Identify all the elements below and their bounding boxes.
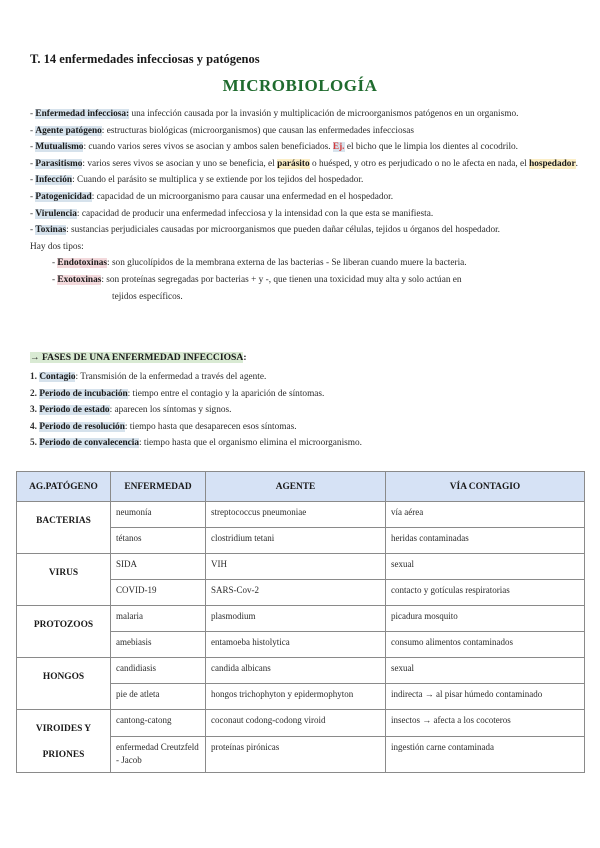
table-cell: streptococcus pneumoniae bbox=[206, 502, 386, 528]
definition-item: - Virulencia: capacidad de producir una enfermedad infecciosa y la intensidad con la que esta se manifiesta. bbox=[30, 208, 434, 219]
table-cell: sexual bbox=[386, 658, 585, 684]
definition-term: Patogenicidad bbox=[35, 191, 92, 202]
table-cell: plasmodium bbox=[206, 606, 386, 632]
table-cell: enfermedad Creutzfeld - Jacob bbox=[111, 736, 206, 772]
table-row bbox=[17, 554, 585, 580]
phase-item: 5. Periodo de convalecencia: tiempo hasta que el organismo elimina el microorganismo. bbox=[30, 438, 362, 449]
table-cell: candidiasis bbox=[111, 658, 206, 684]
table-cell: proteínas pirónicas bbox=[206, 736, 386, 772]
group-label: BACTERIAS bbox=[17, 502, 111, 554]
table-cell: heridas contaminadas bbox=[386, 528, 585, 554]
phase-item: 2. Periodo de incubación: tiempo entre el contagio y la aparición de síntomas. bbox=[30, 388, 325, 399]
table-cell: VIH bbox=[206, 554, 386, 580]
definition-term: Infección bbox=[35, 175, 73, 186]
definition-item: - Parasitismo: varios seres vivos se asocian y uno se beneficia, el parásito o huésped, y otro es perjudicado o no le afecta en nada, el hospedador. bbox=[30, 158, 578, 169]
definition-term: Agente patógeno bbox=[35, 125, 102, 136]
table-cell: SIDA bbox=[111, 554, 206, 580]
types-intro: Hay dos tipos: bbox=[30, 241, 84, 252]
table-header-row bbox=[17, 472, 585, 502]
table-cell: sexual bbox=[386, 554, 585, 580]
table-cell: vía aérea bbox=[386, 502, 585, 528]
definition-item: - Mutualismo: cuando varios seres vivos se asocian y ambos salen beneficiados. Ej. el bicho que le limpia los dientes al cocodrilo. bbox=[30, 142, 518, 153]
table-row bbox=[17, 502, 585, 528]
table-cell: consumo alimentos contaminados bbox=[386, 632, 585, 658]
table-cell: COVID-19 bbox=[111, 580, 206, 606]
phase-term: Periodo de estado bbox=[39, 405, 110, 416]
toxin-type-item: - Exotoxinas: son proteínas segregadas por bacterias + y -, que tienen una toxicidad muy alta y solo actúan en bbox=[52, 274, 462, 285]
definition-item: - Infección: Cuando el parásito se multiplica y se extiende por los tejidos del hospedador. bbox=[30, 175, 364, 186]
definition-item: - Agente patógeno: estructuras biológicas (microorganismos) que causan las enfermedades infecciosas bbox=[30, 125, 414, 136]
phases-list bbox=[30, 369, 578, 452]
group-label: VIRUS bbox=[17, 554, 111, 606]
phase-term: Periodo de incubación bbox=[39, 388, 128, 399]
document-title: T. 14 enfermedades infecciosas y patógenos bbox=[30, 52, 260, 66]
table-cell: hongos trichophyton y epidermophyton bbox=[206, 684, 386, 710]
table-cell: entamoeba histolytica bbox=[206, 632, 386, 658]
header-transmission: VÍA CONTAGIO bbox=[386, 472, 585, 502]
phases-heading: → FASES DE UNA ENFERMEDAD INFECCIOSA: bbox=[30, 352, 247, 363]
phase-term: Periodo de resolución bbox=[39, 421, 125, 432]
toxin-term: Endotoxinas bbox=[57, 258, 108, 269]
table-cell: neumonía bbox=[111, 502, 206, 528]
table-cell: clostridium tetani bbox=[206, 528, 386, 554]
table-cell: tétanos bbox=[111, 528, 206, 554]
phase-term: Contagio bbox=[39, 372, 76, 382]
table-cell: picadura mosquito bbox=[386, 606, 585, 632]
toxin-term: Exotoxinas bbox=[57, 274, 102, 285]
table-cell: candida albicans bbox=[206, 658, 386, 684]
definition-term: Enfermedad infecciosa: bbox=[35, 109, 130, 119]
table-cell: ingestión carne contaminada bbox=[386, 736, 585, 772]
table-cell: insectos → afecta a los cocoteros bbox=[386, 710, 585, 737]
phase-item: 4. Periodo de resolución: tiempo hasta que desaparecen esos síntomas. bbox=[30, 421, 297, 432]
table-cell: coconaut codong-codong viroid bbox=[206, 710, 386, 737]
table-cell: indirecta → al pisar húmedo contaminado bbox=[386, 684, 585, 710]
definitions-section bbox=[30, 106, 578, 305]
phase-item: 3. Periodo de estado: aparecen los síntomas y signos. bbox=[30, 405, 232, 416]
group-label: HONGOS bbox=[17, 658, 111, 710]
table-cell: contacto y gotículas respiratorias bbox=[386, 580, 585, 606]
toxin-type-item: - Endotoxinas: son glucolípidos de la membrana externa de las bacterias - Se liberan cuando muere la bacteria. bbox=[52, 258, 467, 269]
definition-term: Toxinas bbox=[35, 225, 67, 236]
parasite-term: parásito bbox=[277, 158, 310, 169]
table-cell: amebiasis bbox=[111, 632, 206, 658]
table-row bbox=[17, 606, 585, 632]
table-cell: malaria bbox=[111, 606, 206, 632]
definition-term: Parasitismo bbox=[35, 158, 83, 169]
table-cell: pie de atleta bbox=[111, 684, 206, 710]
pathogens-table bbox=[16, 471, 585, 773]
definition-term: Mutualismo bbox=[35, 142, 84, 153]
example-label: Ej. bbox=[332, 142, 345, 153]
definition-item: - Toxinas: sustancias perjudiciales causadas por microorganismos que pueden dañar células, tejidos u órganos del hospedador. bbox=[30, 225, 501, 236]
definition-item: - Patogenicidad: capacidad de un microorganismo para causar una enfermedad en el hospedador. bbox=[30, 191, 394, 202]
header-disease: ENFERMEDAD bbox=[111, 472, 206, 502]
definition-item: - Enfermedad infecciosa: una infección causada por la invasión y multiplicación de microorganismos patógenos en un organismo. bbox=[30, 109, 519, 119]
definition-term: Virulencia bbox=[35, 208, 77, 219]
phase-term: Periodo de convalecencia bbox=[39, 438, 139, 449]
header-pathogen: AG.PATÓGENO bbox=[17, 472, 111, 502]
table-cell: SARS-Cov-2 bbox=[206, 580, 386, 606]
group-label: VIROIDES Y PRIONES bbox=[17, 710, 111, 773]
header-agent: AGENTE bbox=[206, 472, 386, 502]
table-row bbox=[17, 710, 585, 737]
phase-item: 1. Contagio: Transmisión de la enfermedad a través del agente. bbox=[30, 372, 267, 382]
host-term: hospedador bbox=[529, 158, 576, 169]
main-heading: MICROBIOLOGÍA bbox=[222, 76, 378, 95]
toxin-type-continuation: tejidos específicos. bbox=[112, 291, 183, 302]
group-label: PROTOZOOS bbox=[17, 606, 111, 658]
table-cell: cantong-catong bbox=[111, 710, 206, 737]
table-row bbox=[17, 658, 585, 684]
